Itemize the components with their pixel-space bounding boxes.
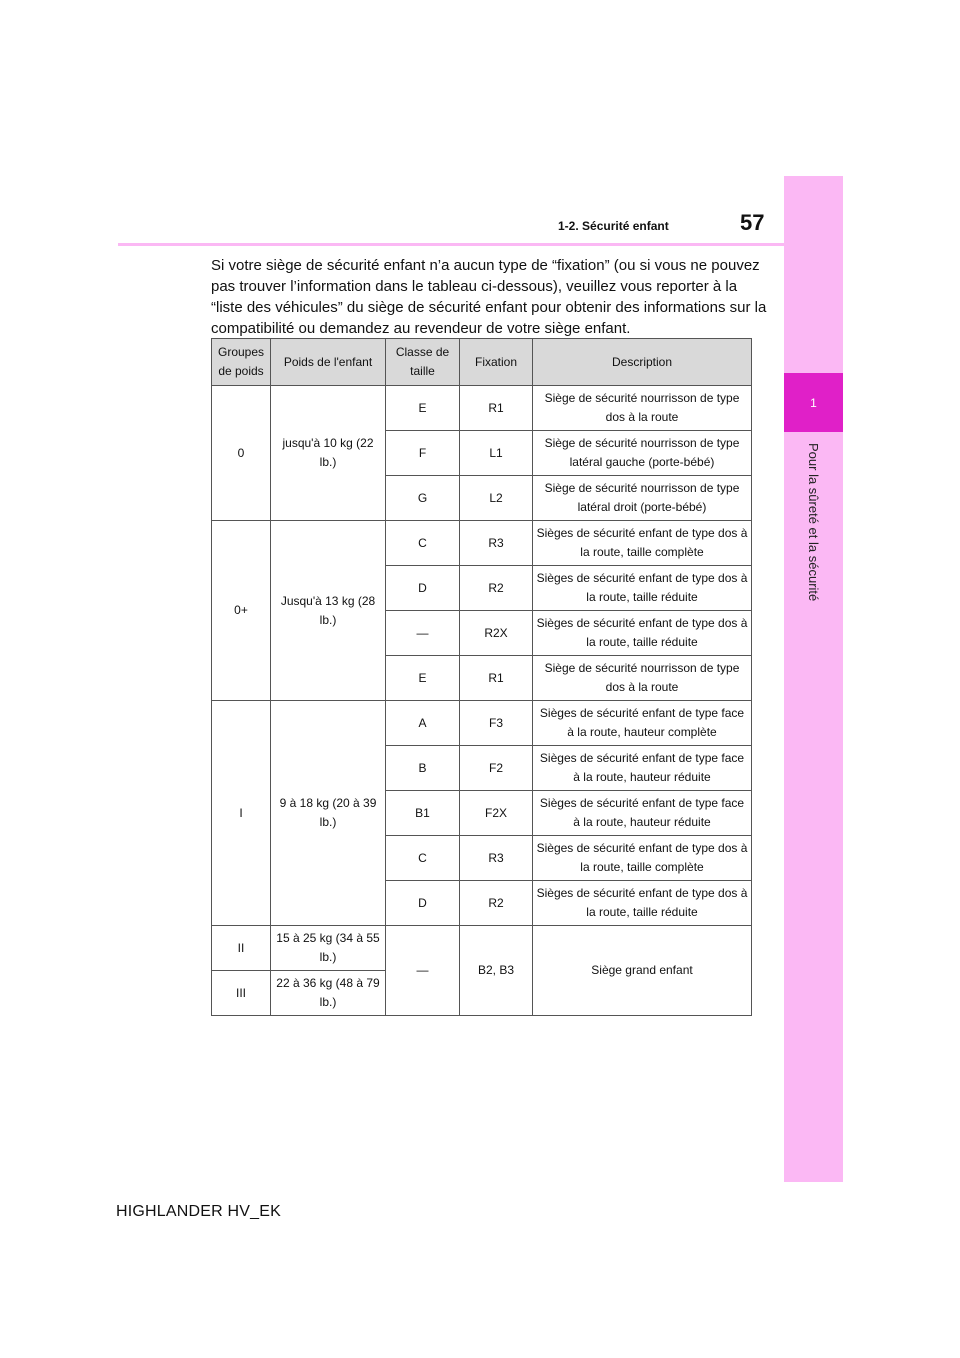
chapter-label: Pour la sûreté et la sécurité [806, 442, 821, 602]
cell-group: III [212, 971, 271, 1016]
cell-weight: Jusqu'à 13 kg (28 lb.) [271, 521, 386, 701]
cell-size: G [386, 476, 460, 521]
table-row [212, 926, 752, 971]
cell-size: C [386, 521, 460, 566]
table-header-row [212, 339, 752, 386]
cell-fixation: L2 [460, 476, 533, 521]
cell-description: Siège de sécurité nourrisson de type dos à la route [533, 386, 752, 431]
cell-size: D [386, 881, 460, 926]
child-seat-table [211, 338, 752, 1016]
cell-weight: 22 à 36 kg (48 à 79 lb.) [271, 971, 386, 1016]
cell-description: Siège de sécurité nourrisson de type latéral droit (porte-bébé) [533, 476, 752, 521]
table-row [212, 521, 752, 566]
cell-size: B [386, 746, 460, 791]
cell-description: Sièges de sécurité enfant de type dos à la route, taille complète [533, 521, 752, 566]
chapter-label-tab [784, 438, 843, 606]
cell-size: C [386, 836, 460, 881]
footer-model-code: HIGHLANDER HV_EK [116, 1203, 282, 1220]
table-row [212, 386, 752, 431]
cell-description: Sièges de sécurité enfant de type dos à la route, taille réduite [533, 611, 752, 656]
header-description: Description [533, 339, 752, 386]
cell-description: Siège de sécurité nourrisson de type dos à la route [533, 656, 752, 701]
cell-group: II [212, 926, 271, 971]
header-size-class: Classe de taille [386, 339, 460, 386]
cell-size: D [386, 566, 460, 611]
cell-description: Sièges de sécurité enfant de type face à la route, hauteur réduite [533, 791, 752, 836]
cell-size: A [386, 701, 460, 746]
cell-description: Siège de sécurité nourrisson de type latéral gauche (porte-bébé) [533, 431, 752, 476]
cell-description: Siège grand enfant [533, 926, 752, 1016]
cell-fixation: R2X [460, 611, 533, 656]
cell-fixation: F2X [460, 791, 533, 836]
table-row [212, 701, 752, 746]
cell-description: Sièges de sécurité enfant de type dos à la route, taille réduite [533, 566, 752, 611]
page-number: 57 [740, 210, 765, 235]
cell-weight: 15 à 25 kg (34 à 55 lb.) [271, 926, 386, 971]
header-weight-group: Groupes de poids [212, 339, 271, 386]
cell-weight: jusqu'à 10 kg (22 lb.) [271, 386, 386, 521]
cell-size: E [386, 656, 460, 701]
chapter-number: 1 [810, 395, 817, 410]
cell-size: E [386, 386, 460, 431]
cell-description: Sièges de sécurité enfant de type face à la route, hauteur réduite [533, 746, 752, 791]
header-divider [118, 243, 784, 246]
cell-fixation: R2 [460, 881, 533, 926]
cell-description: Sièges de sécurité enfant de type dos à la route, taille complète [533, 836, 752, 881]
cell-fixation: F3 [460, 701, 533, 746]
cell-size: F [386, 431, 460, 476]
cell-group: 0 [212, 386, 271, 521]
header-child-weight: Poids de l'enfant [271, 339, 386, 386]
cell-weight: 9 à 18 kg (20 à 39 lb.) [271, 701, 386, 926]
cell-fixation: L1 [460, 431, 533, 476]
cell-fixation: B2, B3 [460, 926, 533, 1016]
cell-description: Sièges de sécurité enfant de type face à la route, hauteur complète [533, 701, 752, 746]
cell-fixation: R1 [460, 656, 533, 701]
cell-size: — [386, 611, 460, 656]
cell-group: 0+ [212, 521, 271, 701]
header-fixation: Fixation [460, 339, 533, 386]
cell-fixation: R1 [460, 386, 533, 431]
cell-group: I [212, 701, 271, 926]
section-title: 1-2. Sécurité enfant [558, 219, 669, 233]
side-tab [784, 176, 843, 1182]
intro-paragraph: Si votre siège de sécurité enfant n’a aucun type de “fixation” (ou si vous ne pouvez pas trouver l’information dans le tableau ci-dessous), veuillez vous reporter à la “liste des véhicules” du siège de sécurité enfant pour obtenir des informations sur la compatibilité ou demandez au revendeur de votre siège enfant. [211, 257, 767, 337]
cell-fixation: R3 [460, 521, 533, 566]
cell-fixation: R3 [460, 836, 533, 881]
cell-size: — [386, 926, 460, 1016]
cell-size: B1 [386, 791, 460, 836]
cell-fixation: F2 [460, 746, 533, 791]
chapter-number-tab[interactable] [784, 373, 843, 432]
cell-description: Sièges de sécurité enfant de type dos à la route, taille réduite [533, 881, 752, 926]
cell-fixation: R2 [460, 566, 533, 611]
